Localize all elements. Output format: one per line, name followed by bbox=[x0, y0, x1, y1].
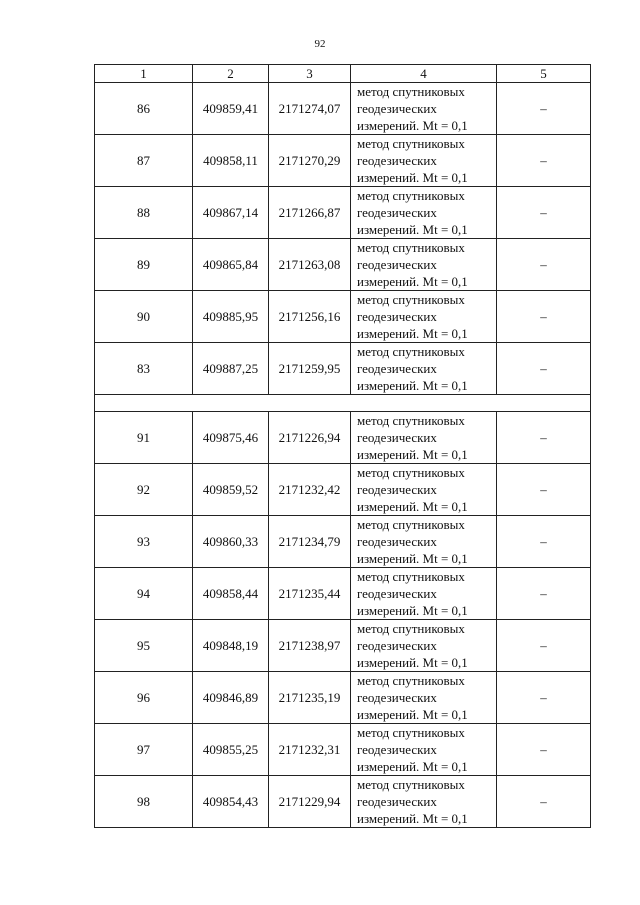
method-line: геодезических bbox=[357, 361, 437, 376]
note-cell: – bbox=[497, 516, 591, 568]
table-row bbox=[95, 464, 591, 516]
method-cell bbox=[351, 187, 497, 239]
point-number: 95 bbox=[95, 620, 193, 672]
point-number: 88 bbox=[95, 187, 193, 239]
method-cell bbox=[351, 776, 497, 828]
table-row bbox=[95, 516, 591, 568]
method-cell bbox=[351, 724, 497, 776]
table-row bbox=[95, 776, 591, 828]
method-line: измерений. Mt = 0,1 bbox=[357, 118, 468, 133]
method-line: измерений. Mt = 0,1 bbox=[357, 655, 468, 670]
method-line: измерений. Mt = 0,1 bbox=[357, 378, 468, 393]
method-line: метод спутниковых bbox=[357, 777, 465, 792]
method-line: геодезических bbox=[357, 153, 437, 168]
method-line: метод спутниковых bbox=[357, 673, 465, 688]
method-cell bbox=[351, 568, 497, 620]
table-row bbox=[95, 620, 591, 672]
note-cell: – bbox=[497, 620, 591, 672]
column-header: 2 bbox=[193, 65, 269, 83]
table-row bbox=[95, 412, 591, 464]
y-coordinate: 2171256,16 bbox=[269, 291, 351, 343]
table-row bbox=[95, 83, 591, 135]
coordinates-table bbox=[94, 64, 591, 828]
method-line: геодезических bbox=[357, 586, 437, 601]
x-coordinate: 409848,19 bbox=[193, 620, 269, 672]
column-header: 1 bbox=[95, 65, 193, 83]
x-coordinate: 409865,84 bbox=[193, 239, 269, 291]
method-line: метод спутниковых bbox=[357, 188, 465, 203]
x-coordinate: 409846,89 bbox=[193, 672, 269, 724]
method-line: метод спутниковых bbox=[357, 465, 465, 480]
method-line: геодезических bbox=[357, 257, 437, 272]
x-coordinate: 409855,25 bbox=[193, 724, 269, 776]
x-coordinate: 409887,25 bbox=[193, 343, 269, 395]
note-cell: – bbox=[497, 464, 591, 516]
x-coordinate: 409858,11 bbox=[193, 135, 269, 187]
note-cell: – bbox=[497, 83, 591, 135]
method-line: геодезических bbox=[357, 309, 437, 324]
note-cell: – bbox=[497, 724, 591, 776]
method-line: измерений. Mt = 0,1 bbox=[357, 759, 468, 774]
table-row bbox=[95, 239, 591, 291]
point-number: 83 bbox=[95, 343, 193, 395]
method-cell bbox=[351, 343, 497, 395]
x-coordinate: 409885,95 bbox=[193, 291, 269, 343]
y-coordinate: 2171235,19 bbox=[269, 672, 351, 724]
method-line: метод спутниковых bbox=[357, 569, 465, 584]
column-header: 4 bbox=[351, 65, 497, 83]
method-line: геодезических bbox=[357, 690, 437, 705]
group-separator-row bbox=[95, 395, 591, 412]
table-row bbox=[95, 724, 591, 776]
note-cell: – bbox=[497, 672, 591, 724]
note-cell: – bbox=[497, 239, 591, 291]
method-line: геодезических bbox=[357, 742, 437, 757]
column-header: 3 bbox=[269, 65, 351, 83]
column-header: 5 bbox=[497, 65, 591, 83]
method-line: метод спутниковых bbox=[357, 621, 465, 636]
method-line: метод спутниковых bbox=[357, 240, 465, 255]
y-coordinate: 2171274,07 bbox=[269, 83, 351, 135]
point-number: 93 bbox=[95, 516, 193, 568]
table-row bbox=[95, 343, 591, 395]
method-line: геодезических bbox=[357, 205, 437, 220]
method-line: геодезических bbox=[357, 794, 437, 809]
method-line: метод спутниковых bbox=[357, 725, 465, 740]
point-number: 87 bbox=[95, 135, 193, 187]
method-cell bbox=[351, 412, 497, 464]
note-cell: – bbox=[497, 135, 591, 187]
note-cell: – bbox=[497, 568, 591, 620]
point-number: 98 bbox=[95, 776, 193, 828]
table-header-row bbox=[95, 65, 591, 83]
x-coordinate: 409867,14 bbox=[193, 187, 269, 239]
note-cell: – bbox=[497, 291, 591, 343]
table-row bbox=[95, 135, 591, 187]
note-cell: – bbox=[497, 343, 591, 395]
x-coordinate: 409859,52 bbox=[193, 464, 269, 516]
point-number: 94 bbox=[95, 568, 193, 620]
method-line: геодезических bbox=[357, 534, 437, 549]
point-number: 92 bbox=[95, 464, 193, 516]
method-line: геодезических bbox=[357, 482, 437, 497]
y-coordinate: 2171266,87 bbox=[269, 187, 351, 239]
method-line: метод спутниковых bbox=[357, 292, 465, 307]
method-cell bbox=[351, 135, 497, 187]
method-line: измерений. Mt = 0,1 bbox=[357, 274, 468, 289]
y-coordinate: 2171226,94 bbox=[269, 412, 351, 464]
method-line: измерений. Mt = 0,1 bbox=[357, 603, 468, 618]
point-number: 96 bbox=[95, 672, 193, 724]
y-coordinate: 2171234,79 bbox=[269, 516, 351, 568]
method-line: метод спутниковых bbox=[357, 84, 465, 99]
x-coordinate: 409859,41 bbox=[193, 83, 269, 135]
point-number: 86 bbox=[95, 83, 193, 135]
point-number: 91 bbox=[95, 412, 193, 464]
method-line: геодезических bbox=[357, 430, 437, 445]
table-row bbox=[95, 568, 591, 620]
y-coordinate: 2171263,08 bbox=[269, 239, 351, 291]
method-line: метод спутниковых bbox=[357, 136, 465, 151]
point-number: 97 bbox=[95, 724, 193, 776]
table-row bbox=[95, 672, 591, 724]
method-line: метод спутниковых bbox=[357, 344, 465, 359]
y-coordinate: 2171238,97 bbox=[269, 620, 351, 672]
method-line: измерений. Mt = 0,1 bbox=[357, 811, 468, 826]
y-coordinate: 2171232,42 bbox=[269, 464, 351, 516]
note-cell: – bbox=[497, 412, 591, 464]
method-line: геодезических bbox=[357, 638, 437, 653]
page-number: 92 bbox=[314, 38, 326, 50]
table-row bbox=[95, 187, 591, 239]
method-cell bbox=[351, 83, 497, 135]
y-coordinate: 2171259,95 bbox=[269, 343, 351, 395]
method-line: метод спутниковых bbox=[357, 517, 465, 532]
method-cell bbox=[351, 620, 497, 672]
x-coordinate: 409854,43 bbox=[193, 776, 269, 828]
point-number: 89 bbox=[95, 239, 193, 291]
method-line: измерений. Mt = 0,1 bbox=[357, 707, 468, 722]
method-cell bbox=[351, 239, 497, 291]
y-coordinate: 2171235,44 bbox=[269, 568, 351, 620]
y-coordinate: 2171229,94 bbox=[269, 776, 351, 828]
method-line: метод спутниковых bbox=[357, 413, 465, 428]
method-line: измерений. Mt = 0,1 bbox=[357, 326, 468, 341]
method-line: измерений. Mt = 0,1 bbox=[357, 551, 468, 566]
method-line: измерений. Mt = 0,1 bbox=[357, 447, 468, 462]
separator-cell bbox=[95, 395, 591, 412]
table-body bbox=[95, 83, 591, 828]
x-coordinate: 409875,46 bbox=[193, 412, 269, 464]
method-line: измерений. Mt = 0,1 bbox=[357, 222, 468, 237]
note-cell: – bbox=[497, 776, 591, 828]
method-line: измерений. Mt = 0,1 bbox=[357, 499, 468, 514]
x-coordinate: 409860,33 bbox=[193, 516, 269, 568]
method-line: геодезических bbox=[357, 101, 437, 116]
method-cell bbox=[351, 516, 497, 568]
method-cell bbox=[351, 464, 497, 516]
note-cell: – bbox=[497, 187, 591, 239]
method-cell bbox=[351, 291, 497, 343]
table-row bbox=[95, 291, 591, 343]
method-cell bbox=[351, 672, 497, 724]
point-number: 90 bbox=[95, 291, 193, 343]
y-coordinate: 2171270,29 bbox=[269, 135, 351, 187]
x-coordinate: 409858,44 bbox=[193, 568, 269, 620]
y-coordinate: 2171232,31 bbox=[269, 724, 351, 776]
method-line: измерений. Mt = 0,1 bbox=[357, 170, 468, 185]
